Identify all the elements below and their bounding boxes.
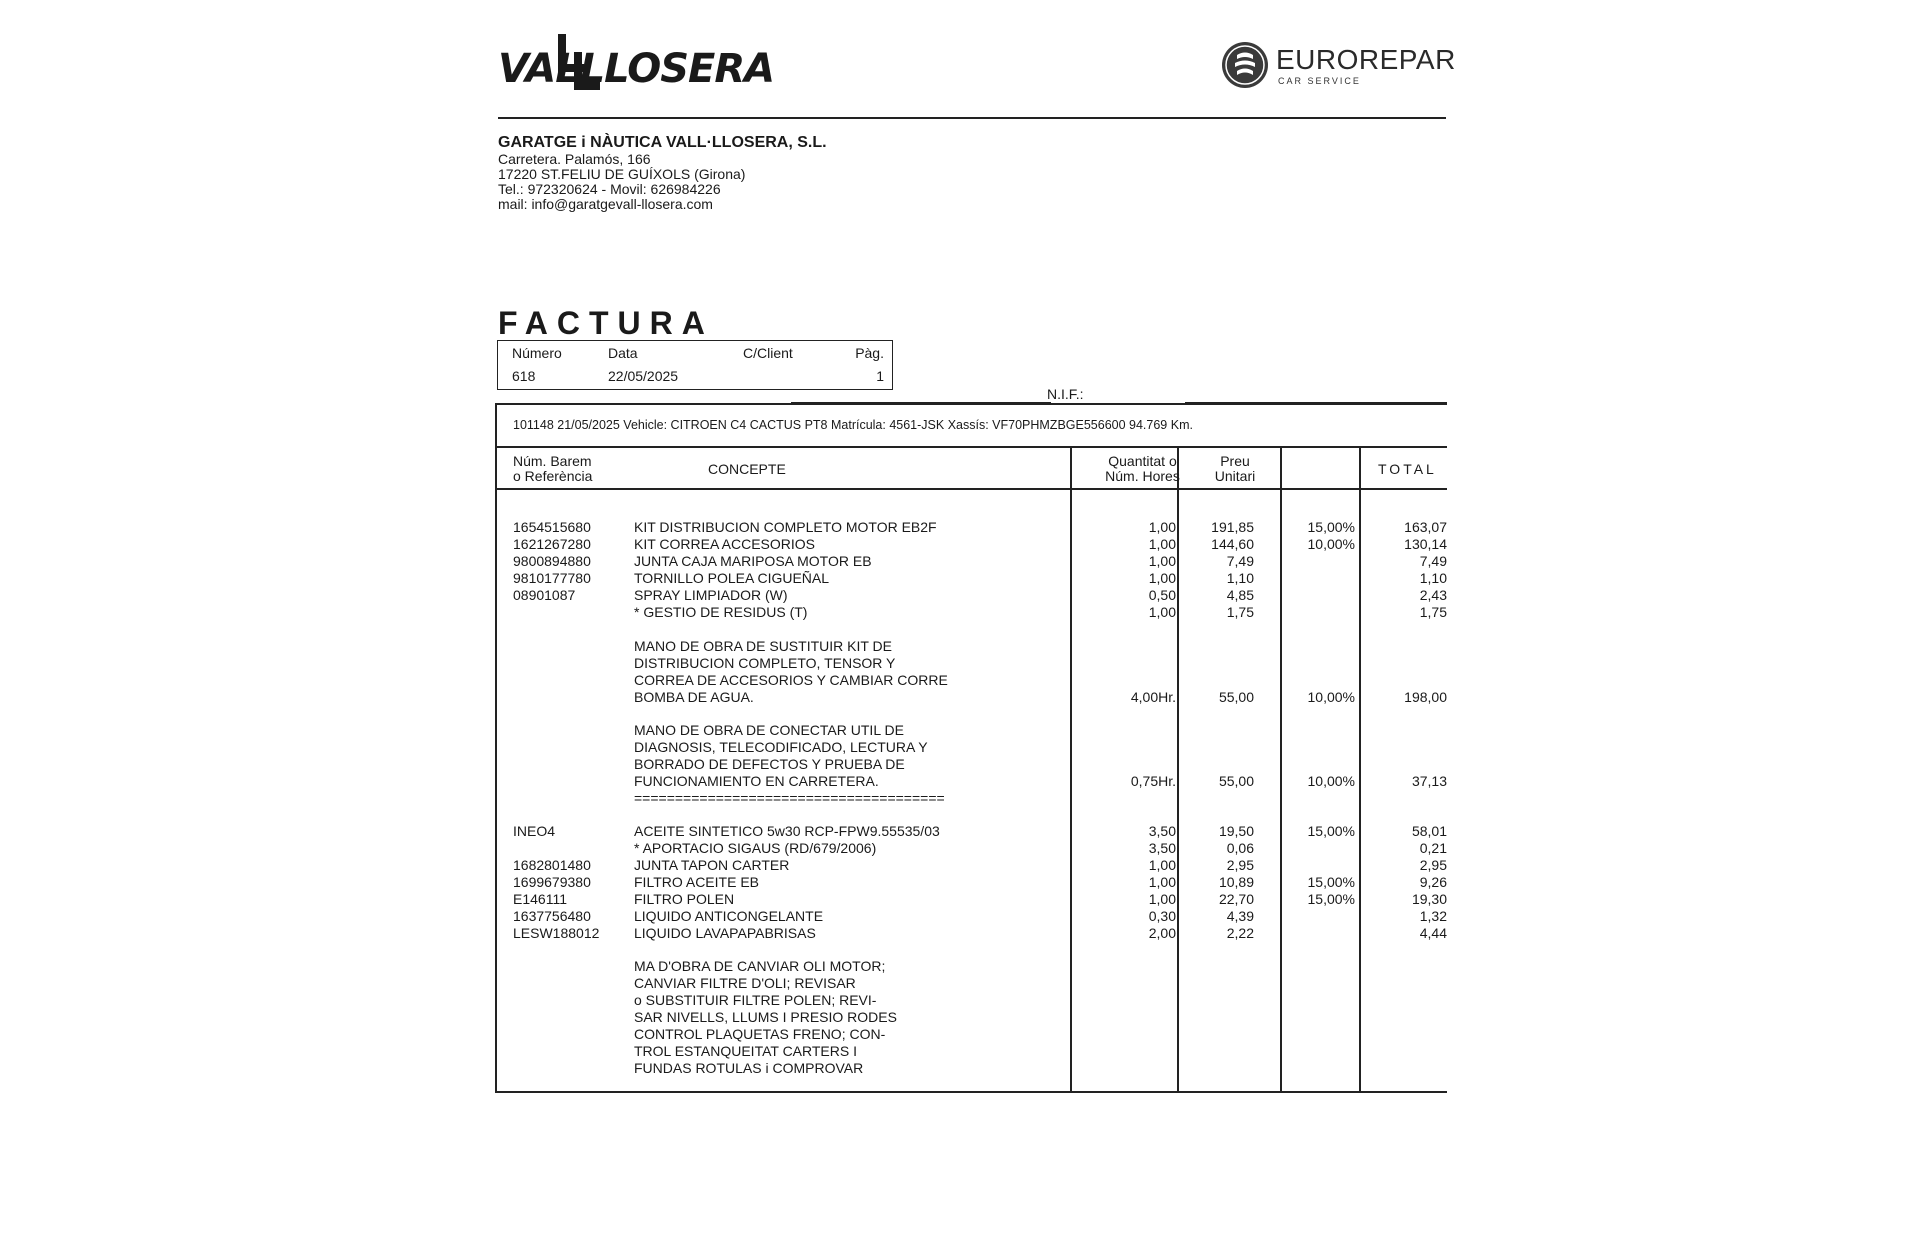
company-phone: Tel.: 972320624 - Movil: 626984226 — [498, 181, 721, 197]
label-pag: Pàg. — [855, 345, 884, 361]
cell-ref: 1637756480 — [513, 908, 591, 924]
label-numero: Número — [512, 345, 562, 361]
cell-concept: LIQUIDO ANTICONGELANTE — [634, 909, 824, 924]
cell-total: 0,21 — [1419, 840, 1447, 856]
cell-concept: SPRAY LIMPIADOR (W) — [634, 588, 788, 603]
eurorepar-title: EUROREPAR — [1276, 44, 1456, 75]
cell-concept: DIAGNOSIS, TELECODIFICADO, LECTURA Y — [634, 740, 928, 755]
cell-qty: 1,00 — [1148, 519, 1176, 535]
cell-price: 4,39 — [1226, 908, 1254, 924]
cell-qty: 0,50 — [1148, 587, 1176, 603]
cell-price: 10,89 — [1218, 874, 1254, 890]
col-sep-price — [1177, 446, 1179, 1092]
cell-concept: FUNDAS ROTULAS i COMPROVAR — [634, 1061, 864, 1076]
cell-total: 37,13 — [1411, 773, 1447, 789]
cell-concept: KIT CORREA ACCESORIOS — [634, 537, 816, 552]
cell-concept: CONTROL PLAQUETAS FRENO; CON- — [634, 1027, 886, 1042]
cell-price: 7,49 — [1226, 553, 1254, 569]
cell-concept: SAR NIVELLS, LLUMS I PRESIO RODES — [634, 1010, 897, 1025]
cell-total: 9,26 — [1419, 874, 1447, 890]
logo-text: VALLLOSERA — [498, 46, 775, 92]
cell-discount: 10,00% — [1307, 536, 1355, 552]
cell-ref: INEO4 — [513, 823, 556, 839]
cell-price: 144,60 — [1211, 536, 1254, 552]
cell-concept: TROL ESTANQUEITAT CARTERS I — [634, 1044, 857, 1059]
cell-concept: ACEITE SINTETICO 5w30 RCP-FPW9.55535/03 — [634, 824, 940, 839]
invoice-date: 22/05/2025 — [608, 368, 679, 384]
cell-total: 58,01 — [1411, 823, 1447, 839]
cell-qty: 1,00 — [1148, 570, 1176, 586]
cell-qty: 3,50 — [1148, 823, 1176, 839]
col-price-line2: Unitari — [1214, 468, 1256, 484]
cell-ref: 1699679380 — [513, 874, 591, 890]
cell-discount: 15,00% — [1307, 519, 1355, 535]
cell-qty: 1,00 — [1148, 604, 1176, 620]
cell-ref: 1682801480 — [513, 857, 591, 873]
cell-discount: 15,00% — [1307, 891, 1355, 907]
cell-price: 22,70 — [1218, 891, 1254, 907]
col-price-header — [1190, 454, 1280, 484]
cell-total: 4,44 — [1419, 925, 1447, 941]
company-address-1: Carretera. Palamós, 166 — [498, 151, 651, 167]
cell-discount: 10,00% — [1307, 773, 1355, 789]
invoice-number: 618 — [512, 368, 536, 384]
cell-concept: JUNTA TAPON CARTER — [634, 858, 790, 873]
col-ref-line1: Núm. Barem — [513, 453, 592, 469]
vehicle-info: 101148 21/05/2025 Vehicle: CITROEN C4 CACTUS PT8 Matrícula: 4561-JSK Xassís: VF70PHMZBGE556600 94.769 Km. — [513, 418, 1193, 432]
cell-concept: CANVIAR FILTRE D'OLI; REVISAR — [634, 976, 856, 991]
col-price-line1: Preu — [1220, 453, 1250, 469]
invoice-meta-box — [497, 340, 893, 390]
cell-price: 2,22 — [1226, 925, 1254, 941]
cell-ref: E146111 — [513, 891, 567, 907]
cell-total: 130,14 — [1404, 536, 1447, 552]
cell-qty: 4,00Hr. — [1130, 689, 1176, 705]
col-sep-disc — [1280, 446, 1282, 1092]
cell-concept: * GESTIO DE RESIDUS (T) — [634, 605, 808, 620]
cell-concept: DISTRIBUCION COMPLETO, TENSOR Y — [634, 656, 896, 671]
cell-total: 19,30 — [1411, 891, 1447, 907]
cell-total: 7,49 — [1419, 553, 1447, 569]
cell-price: 4,85 — [1226, 587, 1254, 603]
cell-concept: MANO DE OBRA DE CONECTAR UTIL DE — [634, 723, 904, 738]
col-ref-header — [513, 454, 592, 484]
cell-total: 1,75 — [1419, 604, 1447, 620]
cell-ref: LESW188012 — [513, 925, 600, 941]
cell-discount: 15,00% — [1307, 874, 1355, 890]
cell-concept: FILTRO POLEN — [634, 892, 735, 907]
company-address-2: 17220 ST.FELIU DE GUÍXOLS (Girona) — [498, 166, 746, 182]
cell-qty: 1,00 — [1148, 891, 1176, 907]
cell-price: 55,00 — [1218, 773, 1254, 789]
header-divider-line — [495, 488, 1447, 490]
cell-qty: 0,75Hr. — [1130, 773, 1176, 789]
table-bottom-border — [495, 1091, 1447, 1093]
col-concept-header: CONCEPTE — [708, 461, 786, 477]
col-ref-line2: o Referència — [513, 468, 593, 484]
cell-concept: MA D'OBRA DE CANVIAR OLI MOTOR; — [634, 959, 886, 974]
cell-discount: 10,00% — [1307, 689, 1355, 705]
eurorepar-subtitle: CAR SERVICE — [1278, 76, 1361, 86]
invoice-title: FACTURA — [498, 305, 714, 341]
col-sep-qty — [1070, 446, 1072, 1092]
cell-ref: 08901087 — [513, 587, 576, 603]
company-block — [498, 134, 827, 212]
vallllosera-logo — [498, 28, 775, 98]
cell-concept: LIQUIDO LAVAPAPABRISAS — [634, 926, 816, 941]
cell-concept: FUNCIONAMIENTO EN CARRETERA. — [634, 774, 879, 789]
label-data: Data — [608, 345, 638, 361]
cell-total: 1,10 — [1419, 570, 1447, 586]
table-left-border — [495, 403, 497, 1093]
cell-qty: 1,00 — [1148, 857, 1176, 873]
label-client: C/Client — [743, 345, 793, 361]
col-qty-header — [1100, 454, 1185, 484]
vehicle-divider — [495, 446, 1447, 448]
cell-price: 1,75 — [1226, 604, 1254, 620]
cell-price: 1,10 — [1226, 570, 1254, 586]
col-sep-total — [1359, 446, 1361, 1092]
cell-discount: 15,00% — [1307, 823, 1355, 839]
cell-ref: 1621267280 — [513, 536, 591, 552]
eurorepar-logo — [1220, 40, 1460, 100]
cell-ref: 1654515680 — [513, 519, 591, 535]
cell-concept: CORREA DE ACCESORIOS Y CAMBIAR CORRE — [634, 673, 948, 688]
cell-total: 163,07 — [1404, 519, 1447, 535]
col-qty-line2: Núm. Hores — [1105, 468, 1180, 484]
cell-price: 2,95 — [1226, 857, 1254, 873]
cell-concept: * APORTACIO SIGAUS (RD/679/2006) — [634, 841, 877, 856]
cell-ref: 9800894880 — [513, 553, 591, 569]
cell-concept: TORNILLO POLEA CIGUEÑAL — [634, 571, 830, 586]
cell-price: 0,06 — [1226, 840, 1254, 856]
cell-qty: 3,50 — [1148, 840, 1176, 856]
cell-concept: BOMBA DE AGUA. — [634, 690, 754, 705]
col-total-header: TOTAL — [1378, 461, 1437, 477]
cell-qty: 0,30 — [1148, 908, 1176, 924]
company-mail: mail: info@garatgevall-llosera.com — [498, 196, 713, 212]
cell-price: 191,85 — [1211, 519, 1254, 535]
col-qty-line1: Quantitat o — [1108, 453, 1177, 469]
header-divider — [498, 117, 1446, 119]
cell-total: 1,32 — [1419, 908, 1447, 924]
table-top-border — [495, 403, 1447, 405]
cell-total: 198,00 — [1404, 689, 1447, 705]
eurorepar-emblem-icon — [1220, 40, 1270, 90]
cell-qty: 2,00 — [1148, 925, 1176, 941]
company-name: GARATGE i NÀUTICA VALL·LLOSERA, S.L. — [498, 134, 827, 151]
cell-total: 2,43 — [1419, 587, 1447, 603]
cell-qty: 1,00 — [1148, 874, 1176, 890]
cell-concept: KIT DISTRIBUCION COMPLETO MOTOR EB2F — [634, 520, 937, 535]
cell-total: 2,95 — [1419, 857, 1447, 873]
cell-concept: JUNTA CAJA MARIPOSA MOTOR EB — [634, 554, 872, 569]
cell-concept: FILTRO ACEITE EB — [634, 875, 759, 890]
cell-concept: o SUBSTITUIR FILTRE POLEN; REVI- — [634, 993, 877, 1008]
cell-concept: BORRADO DE DEFECTOS Y PRUEBA DE — [634, 757, 905, 772]
cell-qty: 1,00 — [1148, 553, 1176, 569]
cell-concept: MANO DE OBRA DE SUSTITUIR KIT DE — [634, 639, 893, 654]
cell-ref: 9810177780 — [513, 570, 591, 586]
cell-price: 55,00 — [1218, 689, 1254, 705]
cell-concept: ====================================== — [634, 791, 945, 806]
invoice-page: 1 — [876, 368, 884, 384]
nif-label: N.I.F.: — [1047, 386, 1084, 402]
cell-price: 19,50 — [1218, 823, 1254, 839]
cell-qty: 1,00 — [1148, 536, 1176, 552]
